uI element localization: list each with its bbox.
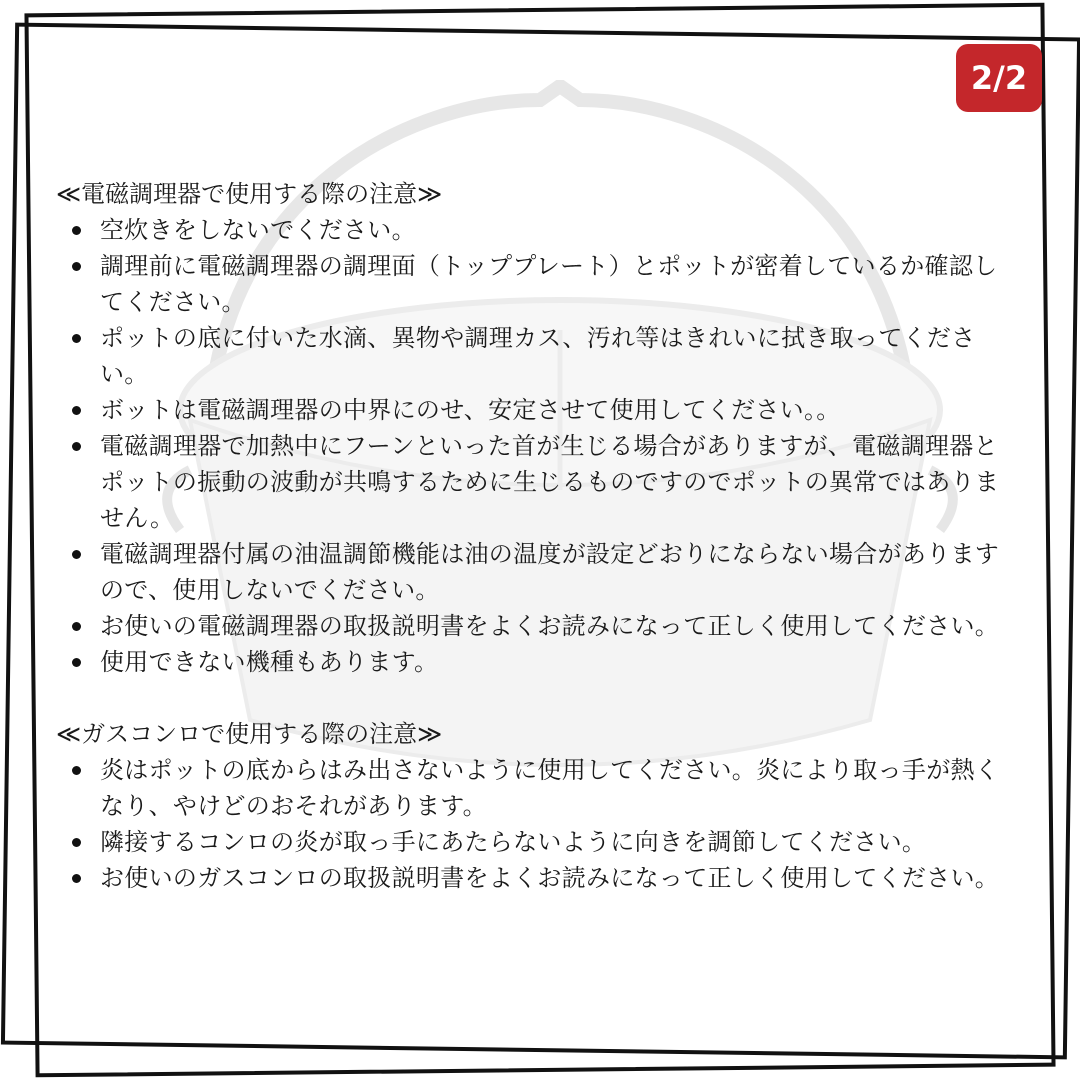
list-item: 隣接するコンロの炎が取っ手にあたらないように向きを調節してください。 [56, 824, 1016, 860]
list-item: 炎はポットの底からはみ出さないように使用してください。炎により取っ手が熱くなり、やけどのおそれがあります。 [56, 752, 1016, 824]
section-title-gas-stove: ≪ガスコンロで使用する際の注意≫ [56, 720, 443, 748]
gas-stove-cautions-list [56, 752, 1016, 896]
list-item: 空炊きをしないでください。 [56, 212, 1016, 248]
list-item: 使用できない機種もあります。 [56, 644, 1016, 680]
notice-content [56, 176, 1016, 896]
induction-cautions-list [56, 212, 1016, 680]
list-item: 調理前に電磁調理器の調理面（トッププレート）とポットが密着しているか確認してください。 [56, 248, 1016, 320]
list-item: ポットの底に付いた水滴、異物や調理カス、汚れ等はきれいに拭き取ってください。 [56, 320, 1016, 392]
list-item: お使いの電磁調理器の取扱説明書をよくお読みになって正しく使用してください。 [56, 608, 1016, 644]
page-indicator-badge: 2/2 [956, 44, 1042, 112]
list-item: ボットは電磁調理器の中界にのせ、安定させて使用してください。。 [56, 392, 1016, 428]
section-title-induction: ≪電磁調理器で使用する際の注意≫ [56, 180, 443, 208]
list-item: 電磁調理器付属の油温調節機能は油の温度が設定どおりにならない場合がありますので、使用しないでください。 [56, 536, 1016, 608]
list-item: 電磁調理器で加熱中にフーンといった首が生じる場合がありますが、電磁調理器とポットの振動の波動が共鳴するために生じるものですのでポットの異常ではありません。 [56, 428, 1016, 536]
gas-stove-cautions-section [56, 716, 1016, 896]
list-item: お使いのガスコンロの取扱説明書をよくお読みになって正しく使用してください。 [56, 860, 1016, 896]
induction-cautions-section [56, 176, 1016, 680]
